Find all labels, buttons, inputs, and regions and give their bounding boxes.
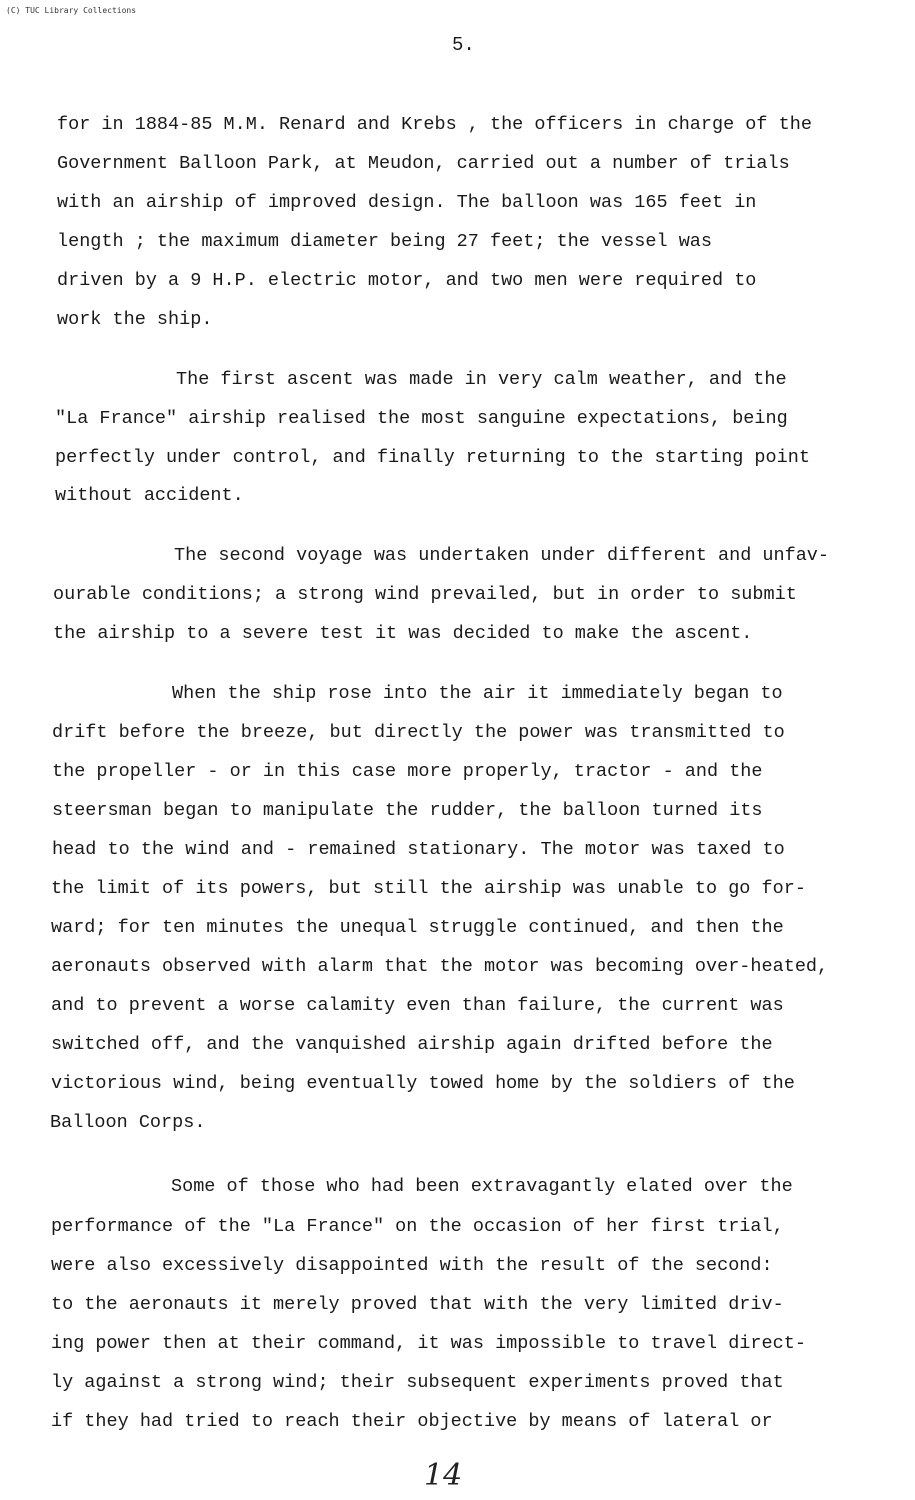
text-line: the propeller - or in this case more properly, tractor - and the: [52, 761, 763, 782]
page-number: 5.: [452, 34, 475, 56]
text-line: driven by a 9 H.P. electric motor, and two men were required to: [57, 270, 757, 291]
text-line: with an airship of improved design. The balloon was 165 feet in: [57, 192, 757, 213]
text-line: perfectly under control, and finally returning to the starting point: [55, 447, 810, 468]
text-line: Government Balloon Park, at Meudon, carried out a number of trials: [57, 153, 790, 174]
text-line: ourable conditions; a strong wind prevailed, but in order to submit: [53, 584, 797, 605]
handwritten-page-number: 14: [424, 1458, 463, 1493]
text-line: steersman began to manipulate the rudder, the balloon turned its: [52, 800, 763, 821]
text-line: head to the wind and - remained stationary. The motor was taxed to: [52, 839, 785, 860]
text-line: the airship to a severe test it was decided to make the ascent.: [53, 623, 753, 644]
text-line: work the ship.: [57, 309, 213, 330]
text-line: to the aeronauts it merely proved that with the very limited driv-: [51, 1294, 784, 1315]
text-line: switched off, and the vanquished airship again drifted before the: [51, 1034, 773, 1055]
text-line: "La France" airship realised the most sanguine expectations, being: [55, 408, 788, 429]
text-line: for in 1884-85 M.M. Renard and Krebs , the officers in charge of the: [57, 114, 812, 135]
text-line: the limit of its powers, but still the airship was unable to go for-: [51, 878, 806, 899]
text-line: When the ship rose into the air it immediately began to: [172, 683, 783, 704]
text-line: Some of those who had been extravagantly elated over the: [171, 1176, 793, 1197]
text-line: if they had tried to reach their objective by means of lateral or: [51, 1411, 773, 1432]
text-line: ing power then at their command, it was impossible to travel direct-: [51, 1333, 806, 1354]
text-line: length ; the maximum diameter being 27 feet; the vessel was: [57, 231, 713, 252]
text-line: drift before the breeze, but directly the power was transmitted to: [52, 722, 785, 743]
text-line: aeronauts observed with alarm that the motor was becoming over-heated,: [51, 956, 829, 977]
text-line: Balloon Corps.: [50, 1112, 206, 1133]
copyright-notice: (C) TUC Library Collections: [6, 6, 137, 15]
text-line: without accident.: [55, 485, 244, 506]
text-line: ward; for ten minutes the unequal struggle continued, and then the: [51, 917, 784, 938]
text-line: were also excessively disappointed with the result of the second:: [51, 1255, 773, 1276]
text-line: performance of the "La France" on the occasion of her first trial,: [51, 1216, 784, 1237]
text-line: victorious wind, being eventually towed home by the soldiers of the: [51, 1073, 795, 1094]
text-line: The first ascent was made in very calm weather, and the: [176, 369, 787, 390]
text-line: The second voyage was undertaken under different and unfav-: [174, 545, 830, 566]
text-line: ly against a strong wind; their subsequent experiments proved that: [51, 1372, 784, 1393]
text-line: and to prevent a worse calamity even than failure, the current was: [51, 995, 784, 1016]
